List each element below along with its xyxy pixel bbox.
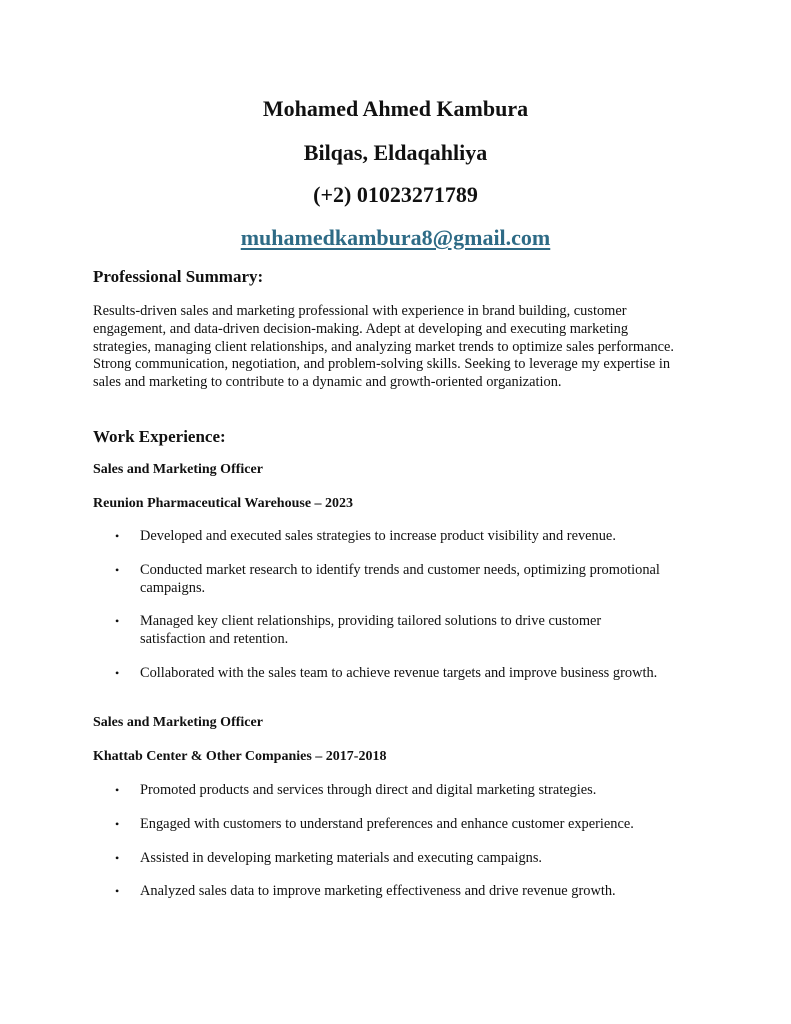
job-bullet-text: Analyzed sales data to improve marketing effectiveness and drive revenue growth. <box>140 883 616 900</box>
job-bullet <box>93 883 700 901</box>
candidate-name: Mohamed Ahmed Kambura <box>262 96 529 121</box>
job-bullet <box>93 816 700 834</box>
summary-text: Results-driven sales and marketing professional with experience in brand building, customer engagement, and data-driven decision-making. Adept at developing and executing marketing strategies, managing client relationships, and analyzing market trends to optimize sales performance. Strong communication, negotiation, and problem-solving skills. Seeking to leverage my expertise in sales and marketing to contribute to a dynamic and growth-oriented organization. <box>93 303 675 391</box>
bullet-icon: • <box>115 850 120 865</box>
bullet-icon: • <box>115 816 120 831</box>
job-bullet-text: Assisted in developing marketing materials and executing campaigns. <box>140 849 543 866</box>
bullet-icon: • <box>115 614 120 629</box>
job-bullet-text: Conducted market research to identify trends and customer needs, optimizing promotional campaigns. <box>140 561 660 596</box>
job-bullet <box>93 782 700 800</box>
bullet-icon: • <box>115 562 120 577</box>
job-company: Khattab Center & Other Companies – 2017-2018 <box>93 749 387 764</box>
job-bullet <box>93 562 670 598</box>
job-bullet-list <box>93 782 693 917</box>
work-experience-heading: Work Experience: <box>93 427 226 446</box>
candidate-phone: (+2) 01023271789 <box>313 182 478 207</box>
job-bullet <box>93 528 670 546</box>
job-title: Sales and Marketing Officer <box>93 462 263 477</box>
bullet-icon: • <box>115 529 120 543</box>
job-title: Sales and Marketing Officer <box>93 715 263 730</box>
bullet-icon: • <box>115 665 120 680</box>
candidate-location: Bilqas, Eldaqahliya <box>303 140 488 165</box>
bullet-icon: • <box>115 884 120 899</box>
job-bullet-text: Developed and executed sales strategies to increase product visibility and revenue. <box>140 528 616 544</box>
job-bullet-text: Managed key client relationships, providing tailored solutions to drive customer satisfaction and retention. <box>140 613 602 648</box>
job-bullet <box>93 613 670 649</box>
job-bullet <box>93 665 670 683</box>
job-bullet-text: Promoted products and services through direct and digital marketing strategies. <box>140 782 597 798</box>
bullet-icon: • <box>115 783 120 797</box>
job-bullet <box>93 850 700 868</box>
email-link[interactable]: muhamedkambura8@gmail.com <box>240 225 551 250</box>
job-company: Reunion Pharmaceutical Warehouse – 2023 <box>93 496 354 511</box>
job-bullet-text: Collaborated with the sales team to achieve revenue targets and improve business growth. <box>140 664 658 681</box>
summary-heading: Professional Summary: <box>93 267 264 286</box>
job-bullet-list <box>93 528 693 683</box>
job-bullet-text: Engaged with customers to understand preferences and enhance customer experience. <box>140 815 634 832</box>
